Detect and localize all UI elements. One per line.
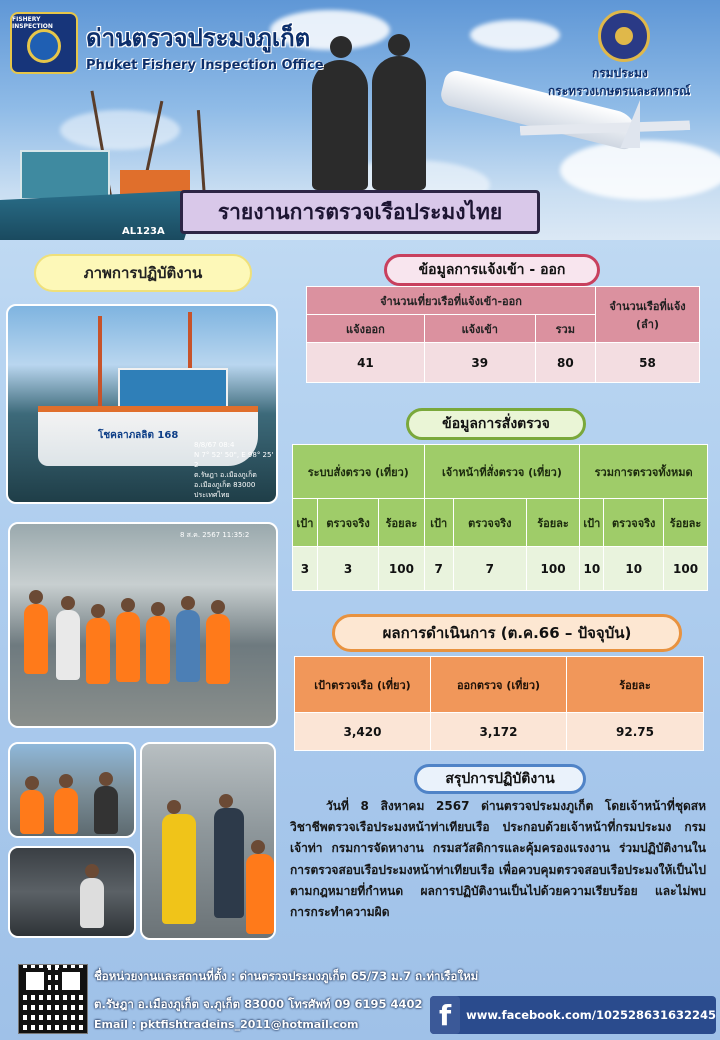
team-member: [94, 786, 118, 834]
total-actual-value: 10: [604, 547, 664, 591]
heroines-monument-statue: [372, 56, 426, 190]
sub-col-actual: ตรวจจริง: [317, 499, 379, 547]
col-header-inspections-done: ออกตรวจ (เที่ยว): [431, 657, 567, 713]
col-header-arrival: แจ้งเข้า: [424, 315, 535, 343]
facebook-url[interactable]: www.facebook.com/102528631632245: [466, 1008, 716, 1022]
inspection-order-table: [292, 444, 708, 591]
cloud: [470, 20, 560, 50]
stamp-line: ต.รัษฎา อ.เมืองภูเก็ต: [194, 471, 257, 479]
photos-heading: ภาพการปฏิบัติงาน: [34, 254, 252, 292]
group-system-order: ระบบสั่งตรวจ (เที่ยว): [293, 445, 425, 499]
sub-col-percent: ร้อยละ: [664, 499, 708, 547]
table-row: [293, 547, 708, 591]
boats-notified-value: 58: [596, 343, 700, 383]
summary-heading: สรุปการปฏิบัติงาน: [414, 764, 586, 794]
system-percent-value: 100: [379, 547, 424, 591]
col-header-departure: แจ้งออก: [307, 315, 425, 343]
address-phone-line: ต.รัษฎา อ.เมืองภูเก็ต จ.ภูเก็ต 83000 โทรศัพท์ 09 6195 4402: [94, 997, 423, 1011]
sub-col-percent: ร้อยละ: [379, 499, 424, 547]
boat-mast: [197, 110, 206, 200]
col-header-percent: ร้อยละ: [567, 657, 704, 713]
statue-head: [330, 36, 352, 58]
notification-table: [306, 286, 700, 383]
office-name-english: Phuket Fishery Inspection Office: [86, 58, 324, 73]
stamp-line: ประเทศไทย: [194, 491, 230, 499]
percent-value: 92.75: [567, 713, 704, 751]
logo-emblem: [27, 29, 61, 63]
col-header-total: รวม: [535, 315, 595, 343]
team-member: [54, 788, 78, 834]
email-address[interactable]: Email : pktfishtradeins_2011@hotmail.com: [94, 1018, 359, 1031]
department-of-fisheries-seal: [598, 10, 650, 62]
cloud: [560, 140, 720, 200]
statue-head: [388, 34, 410, 56]
photo-vessel-interior-check: [8, 846, 136, 938]
col-header-inspection-target: เป้าตรวจเรือ (เที่ยว): [295, 657, 431, 713]
sub-col-target: เป้า: [580, 499, 604, 547]
notification-group-header: จำนวนเที่ยวเรือที่แจ้งเข้า-ออก: [307, 287, 596, 315]
logo-caption: FISHERY INSPECTION: [12, 16, 53, 30]
results-heading: ผลการดำเนินการ (ต.ค.66 – ปัจจุบัน): [332, 614, 682, 652]
summary-paragraph: วันที่ 8 สิงหาคม 2567 ด่านตรวจประมงภูเก็ต โดยเจ้าหน้าที่ชุดสหวิชาชีพตรวจเรือประมงหน้าท่าเทียบเรือ ประกอบด้วยเจ้าหน้าที่กรมประมง กรมเจ้าท่า กรมการจัดหางาน กรมสวัสดิการและคุ้มครองแรงงาน ร่วมปฏิบัติงานในการตรวจสอบเรือประมงหน้าท่าเทียบเรือ เพื่อควบคุมตรวจสอบเรือประมงให้เป็นไปตามกฎหมายที่กำหนด ผลการปฏิบัติงานเป็นไปด้วยความเรียบร้อย และไม่พบการกระทำความผิด: [290, 799, 706, 920]
officer-percent-value: 100: [526, 547, 580, 591]
sub-col-target: เป้า: [424, 499, 453, 547]
photo-boat-mast: [98, 316, 102, 416]
photo-gps-stamp: [194, 440, 276, 500]
stamp-line: N 7° 52' 50", E 98° 25' 2: [194, 451, 274, 469]
team-member: [80, 878, 104, 928]
team-member: [24, 604, 48, 674]
notification-heading: ข้อมูลการแจ้งเข้า - ออก: [384, 254, 600, 286]
photo-fishing-boat: [6, 304, 278, 504]
address-line: ชื่อหน่วยงานและสถานที่ตั้ง : ด่านตรวจประมงภูเก็ต 65/73 ม.7 ถ.ท่าเรือใหม่: [94, 969, 479, 983]
team-member: [176, 610, 200, 682]
header-banner-image: [0, 0, 720, 240]
team-member: [86, 618, 110, 684]
team-member: [214, 808, 244, 918]
stamp-line: อ.เมืองภูเก็ต 83000: [194, 481, 256, 489]
inspections-done-value: 3,172: [431, 713, 567, 751]
sub-col-actual: ตรวจจริง: [604, 499, 664, 547]
table-row: [295, 713, 704, 751]
fishery-inspection-logo: [10, 12, 78, 74]
cloud: [60, 110, 180, 150]
photo-officers-at-pier: [140, 742, 276, 940]
sub-col-target: เป้า: [293, 499, 318, 547]
office-name-thai: ด่านตรวจประมงภูเก็ต: [86, 24, 311, 52]
inspection-target-value: 3,420: [295, 713, 431, 751]
photo-date-stamp: 8 ส.ค. 2567 11:35:2: [180, 531, 250, 539]
sub-col-actual: ตรวจจริง: [453, 499, 526, 547]
boats-notified-header: จำนวนเรือที่แจ้ง (ลำ): [596, 287, 700, 343]
department-name: กรมประมง: [592, 66, 648, 80]
team-member: [56, 610, 80, 680]
photo-inspection-team: [8, 522, 278, 728]
total-value: 80: [535, 343, 595, 383]
inspection-order-heading: ข้อมูลการสั่งตรวจ: [406, 408, 586, 440]
photo-boat-name: โชคลาภลลิต 168: [98, 430, 179, 441]
heroines-monument-statue: [312, 60, 368, 190]
officer-target-value: 7: [424, 547, 453, 591]
total-target-value: 10: [580, 547, 604, 591]
facebook-link[interactable]: [430, 996, 716, 1034]
total-percent-value: 100: [664, 547, 708, 591]
team-member: [116, 612, 140, 682]
stamp-line: 8/8/67 08:4: [194, 441, 235, 449]
system-actual-value: 3: [317, 547, 379, 591]
group-officer-order: เจ้าหน้าที่สั่งตรวจ (เที่ยว): [424, 445, 580, 499]
sub-col-percent: ร้อยละ: [526, 499, 580, 547]
table-row: [307, 343, 700, 383]
arrival-value: 39: [424, 343, 535, 383]
ministry-name: กระทรวงเกษตรและสหกรณ์: [548, 84, 691, 98]
group-total-inspection: รวมการตรวจทั้งหมด: [580, 445, 708, 499]
facebook-icon: f: [430, 996, 460, 1034]
team-member: [246, 854, 274, 934]
system-target-value: 3: [293, 547, 318, 591]
team-member: [162, 814, 196, 924]
qr-code[interactable]: [18, 964, 88, 1034]
report-title-banner: รายงานการตรวจเรือประมงไทย: [180, 190, 540, 234]
departure-value: 41: [307, 343, 425, 383]
team-member: [20, 790, 44, 834]
officer-actual-value: 7: [453, 547, 526, 591]
boat-registration-tag: AL123A: [122, 226, 165, 237]
photo-document-check: [8, 742, 136, 838]
team-member: [146, 616, 170, 684]
team-member: [206, 614, 230, 684]
results-table: [294, 656, 704, 751]
boat-cabin: [20, 150, 110, 200]
